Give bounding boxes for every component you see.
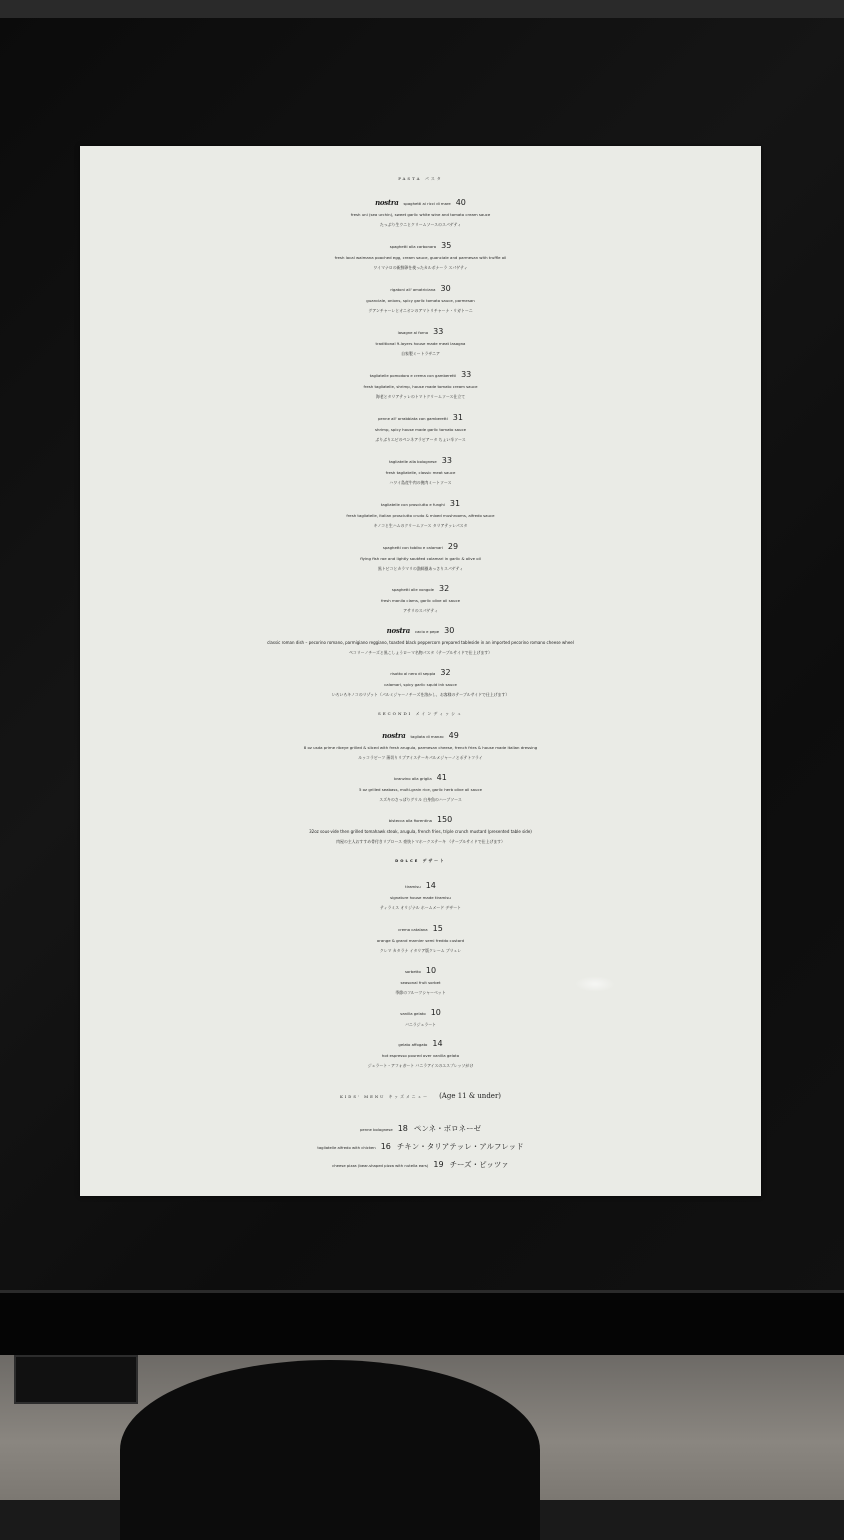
item-name: spaghetti ai ricci di mare bbox=[403, 201, 451, 206]
item-name: vanilla gelato bbox=[400, 1011, 426, 1016]
item-description: guanciale, onions, spicy garlic tomato sauce, parmesan bbox=[366, 298, 475, 303]
item-japanese: 黒トビコとカラマリの漁師風あっさりスパゲティ bbox=[377, 566, 464, 571]
menu-holder-frame bbox=[0, 1290, 844, 1363]
item-price: 32 bbox=[439, 584, 450, 593]
secondi-section-title: SECONDI メインディッシュ bbox=[377, 711, 464, 716]
item-japanese: ティラミス オリジナル ホームメード デザート bbox=[379, 905, 461, 910]
item-description: 8 oz usda prime ribeye grilled & sliced with fresh arugula, parmesan cheese, french fries & house made italian dressing bbox=[303, 745, 538, 750]
item-japanese: チキン・タリアテッレ・アルフレッド bbox=[396, 1142, 524, 1151]
item-description: shrimp, spicy house made garlic tomato sauce bbox=[374, 427, 467, 432]
item-price: 10 bbox=[430, 1008, 441, 1017]
item-description: fresh tagliatelle, classic meat sauce bbox=[385, 470, 456, 475]
item-japanese: スズキのさっぱりグリル 白身魚のハーブソース bbox=[379, 797, 462, 802]
pasta-section-title: PASTA パスタ bbox=[398, 176, 443, 181]
item-japanese: ぷりぷりエビのペンネアラビアータ ちょい辛ソース bbox=[375, 437, 466, 442]
item-price: 35 bbox=[441, 241, 452, 250]
item-japanese: いろいろキノコのリゾット（パルミジャーノチーズを溶かし、お客様のテーブルサイドで仕上げます） bbox=[331, 692, 510, 697]
holder-clip bbox=[14, 1355, 138, 1404]
menu-item bbox=[80, 666, 761, 700]
item-price: 15 bbox=[432, 924, 443, 933]
item-description: flying fish roe and lightly sautéed calamari in garlic & olive oil bbox=[360, 556, 481, 561]
item-price: 41 bbox=[436, 773, 447, 782]
item-price: 14 bbox=[432, 1039, 443, 1048]
menu-item bbox=[80, 879, 761, 913]
menu-item bbox=[80, 1122, 761, 1137]
item-name: penne bolognese bbox=[360, 1127, 393, 1132]
item-price: 10 bbox=[425, 966, 437, 975]
item-japanese: ペコリーノチーズと黒こしょうローマ名物パスタ（テーブルサイドで仕上げます） bbox=[348, 650, 493, 655]
item-name: tagliatelle con prosciutto e funghi bbox=[380, 502, 445, 507]
item-description: orange & grand marnier semi freddo custard bbox=[376, 938, 465, 943]
item-description: fresh tagliatelle, italian prosciutto crudo & mixed mushrooms, alfredo sauce bbox=[346, 513, 495, 518]
menu-item bbox=[80, 771, 761, 805]
menu-item bbox=[80, 1140, 761, 1155]
nostra-badge-icon: nostra bbox=[386, 626, 411, 635]
item-name: cheese pizza (bear-shaped pizza with nutella ears) bbox=[332, 1163, 429, 1168]
item-description: calamari, spicy garlic squid ink sauce bbox=[384, 682, 457, 687]
item-japanese: バニラジェラート bbox=[404, 1022, 437, 1027]
menu-item bbox=[80, 1006, 761, 1030]
chair-silhouette bbox=[120, 1360, 540, 1540]
item-name: spaghetti alle vongole bbox=[391, 587, 434, 592]
item-japanese: たっぷり生ウニとクリームソースのスパゲティ bbox=[379, 222, 462, 227]
menu-item bbox=[80, 964, 761, 998]
item-price: 33 bbox=[461, 370, 472, 379]
item-name: tagliatelle pomodoro e crema con gamberetti bbox=[369, 373, 457, 378]
item-name: tagliatelle alla bolognese bbox=[389, 459, 437, 464]
menu-item bbox=[80, 1037, 761, 1071]
menu-item bbox=[80, 813, 761, 847]
menu-item bbox=[80, 454, 761, 488]
item-name: spaghetti con tobiko e calamari bbox=[382, 545, 443, 550]
item-price: 30 bbox=[440, 284, 451, 293]
item-description: fresh manila clams, garlic olive oil sauce bbox=[381, 598, 460, 603]
item-name: lasagne al forno bbox=[397, 330, 429, 335]
item-name: bistecca alla fiorentina bbox=[388, 818, 432, 823]
item-japanese: アサリのスパゲティ bbox=[403, 608, 438, 613]
item-japanese: キノコと生ハムのクリームソース タリアテッレパスタ bbox=[373, 523, 468, 528]
item-description: hot espresso poured over vanilla gelato bbox=[381, 1053, 460, 1058]
item-japanese: ワイマナロの新鮮卵を使ったカルボナーラ スパゲティ bbox=[373, 265, 468, 270]
item-description: fresh uni (sea urchin), sweet garlic white wine and tomato cream sauce bbox=[350, 212, 491, 217]
item-japanese: ハワイ島産牛肉の挽肉ミートソース bbox=[389, 480, 452, 485]
menu-item bbox=[80, 922, 761, 956]
item-description: classic roman dish – pecorino romano, parmigiano reggiano, toasted black peppercorn prepared tableside in an imported pecorino romano cheese wheel bbox=[267, 640, 574, 645]
item-japanese: ジェラート・アフォガート バニラアイスのエスプレッソがけ bbox=[367, 1063, 474, 1068]
menu-item bbox=[80, 1158, 761, 1173]
item-price: 19 bbox=[433, 1160, 444, 1169]
item-name: branzino alla griglia bbox=[394, 776, 432, 781]
item-price: 30 bbox=[444, 626, 455, 635]
item-name: tagliatelle alfredo with chicken bbox=[317, 1145, 376, 1150]
menu-paper bbox=[80, 146, 761, 1196]
light-reflection bbox=[575, 976, 615, 992]
nostra-badge-icon: nostra bbox=[382, 731, 406, 740]
kids-title-text: KIDS' MENU キッズメニュー bbox=[339, 1094, 430, 1099]
kids-section-title bbox=[80, 1092, 761, 1100]
item-price: 31 bbox=[449, 499, 461, 508]
item-japanese: 肉屋の主人おすすめ骨付きリブロース 豪快トマホークステーキ （テーブルサイドで仕上げます） bbox=[336, 839, 505, 844]
item-description: 5 oz grilled seabass, multi-grain rice, garlic herb olive oil sauce bbox=[358, 787, 483, 792]
menu-item bbox=[80, 582, 761, 616]
item-name: gelato affogato bbox=[398, 1042, 428, 1047]
item-price: 29 bbox=[447, 542, 459, 551]
menu-item bbox=[80, 411, 761, 445]
item-japanese: クレマ カタラナ イタリア版クレーム ブリュレ bbox=[379, 948, 462, 953]
item-price: 49 bbox=[448, 731, 459, 740]
item-price: 18 bbox=[397, 1124, 408, 1133]
item-japanese: ペンネ・ボロネーゼ bbox=[413, 1124, 481, 1133]
item-name: risotto al nero di seppia bbox=[390, 671, 436, 676]
item-japanese: チーズ・ピッツァ bbox=[449, 1160, 509, 1169]
item-name: spaghetti alla carbonara bbox=[389, 244, 437, 249]
item-price: 14 bbox=[425, 881, 436, 890]
kids-age-note: (Age 11 & under) bbox=[439, 1092, 502, 1100]
menu-item bbox=[80, 368, 761, 402]
item-price: 32 bbox=[440, 668, 451, 677]
item-name: cacio e pepe bbox=[415, 629, 440, 634]
item-japanese: 季節のフルーツシャーベット bbox=[395, 990, 446, 995]
item-description: fresh tagliatelle, shrimp, house made tomato cream sauce bbox=[363, 384, 478, 389]
item-name: tiramisu bbox=[405, 884, 421, 889]
item-price: 16 bbox=[380, 1142, 391, 1151]
menu-item bbox=[80, 624, 761, 658]
item-name: sorbetto bbox=[404, 969, 421, 974]
nostra-badge-icon: nostra bbox=[375, 198, 399, 207]
item-description: seasonal fruit sorbet bbox=[400, 980, 441, 985]
item-description: 32oz sous-vide then grilled tomahawk steak, arugula, french fries, triple crunch mustard (presented table side) bbox=[309, 829, 532, 834]
menu-item bbox=[80, 497, 761, 531]
menu-item bbox=[80, 729, 761, 763]
item-description: traditional 9-layers house made meat lasagna bbox=[375, 341, 466, 346]
item-name: crema catalana bbox=[398, 927, 428, 932]
item-price: 40 bbox=[455, 198, 466, 207]
item-japanese: グアンチャーレとオニオンのアマトリチャーナ・リガトーニ bbox=[368, 308, 473, 313]
menu-item bbox=[80, 540, 761, 574]
item-name: tagliata di manzo bbox=[410, 734, 444, 739]
item-name: penne all' arrabbiata con gamberetti bbox=[378, 416, 448, 421]
menu-item bbox=[80, 196, 761, 230]
item-price: 33 bbox=[441, 456, 452, 465]
item-price: 150 bbox=[436, 815, 453, 824]
dolce-section-title: DOLCE デザート bbox=[395, 858, 446, 863]
menu-item bbox=[80, 239, 761, 273]
menu-item bbox=[80, 282, 761, 316]
menu-item bbox=[80, 325, 761, 359]
item-price: 33 bbox=[433, 327, 444, 336]
item-description: fresh local waimana poached egg, cream sauce, guanciale and parmesan with truffle oil bbox=[334, 255, 507, 260]
item-description: signature house made tiramisu bbox=[390, 895, 451, 900]
item-japanese: 海老とタリアテッレのトマトクリームソース仕立て bbox=[375, 394, 466, 399]
item-price: 31 bbox=[452, 413, 463, 422]
item-japanese: 自家製ミートラザニア bbox=[401, 351, 440, 356]
item-japanese: ルッコラビーフ 薄切りリブアイステーキパルメジャーノとポテトフライ bbox=[358, 755, 483, 760]
item-name: rigatoni all' amatriciana bbox=[390, 287, 436, 292]
